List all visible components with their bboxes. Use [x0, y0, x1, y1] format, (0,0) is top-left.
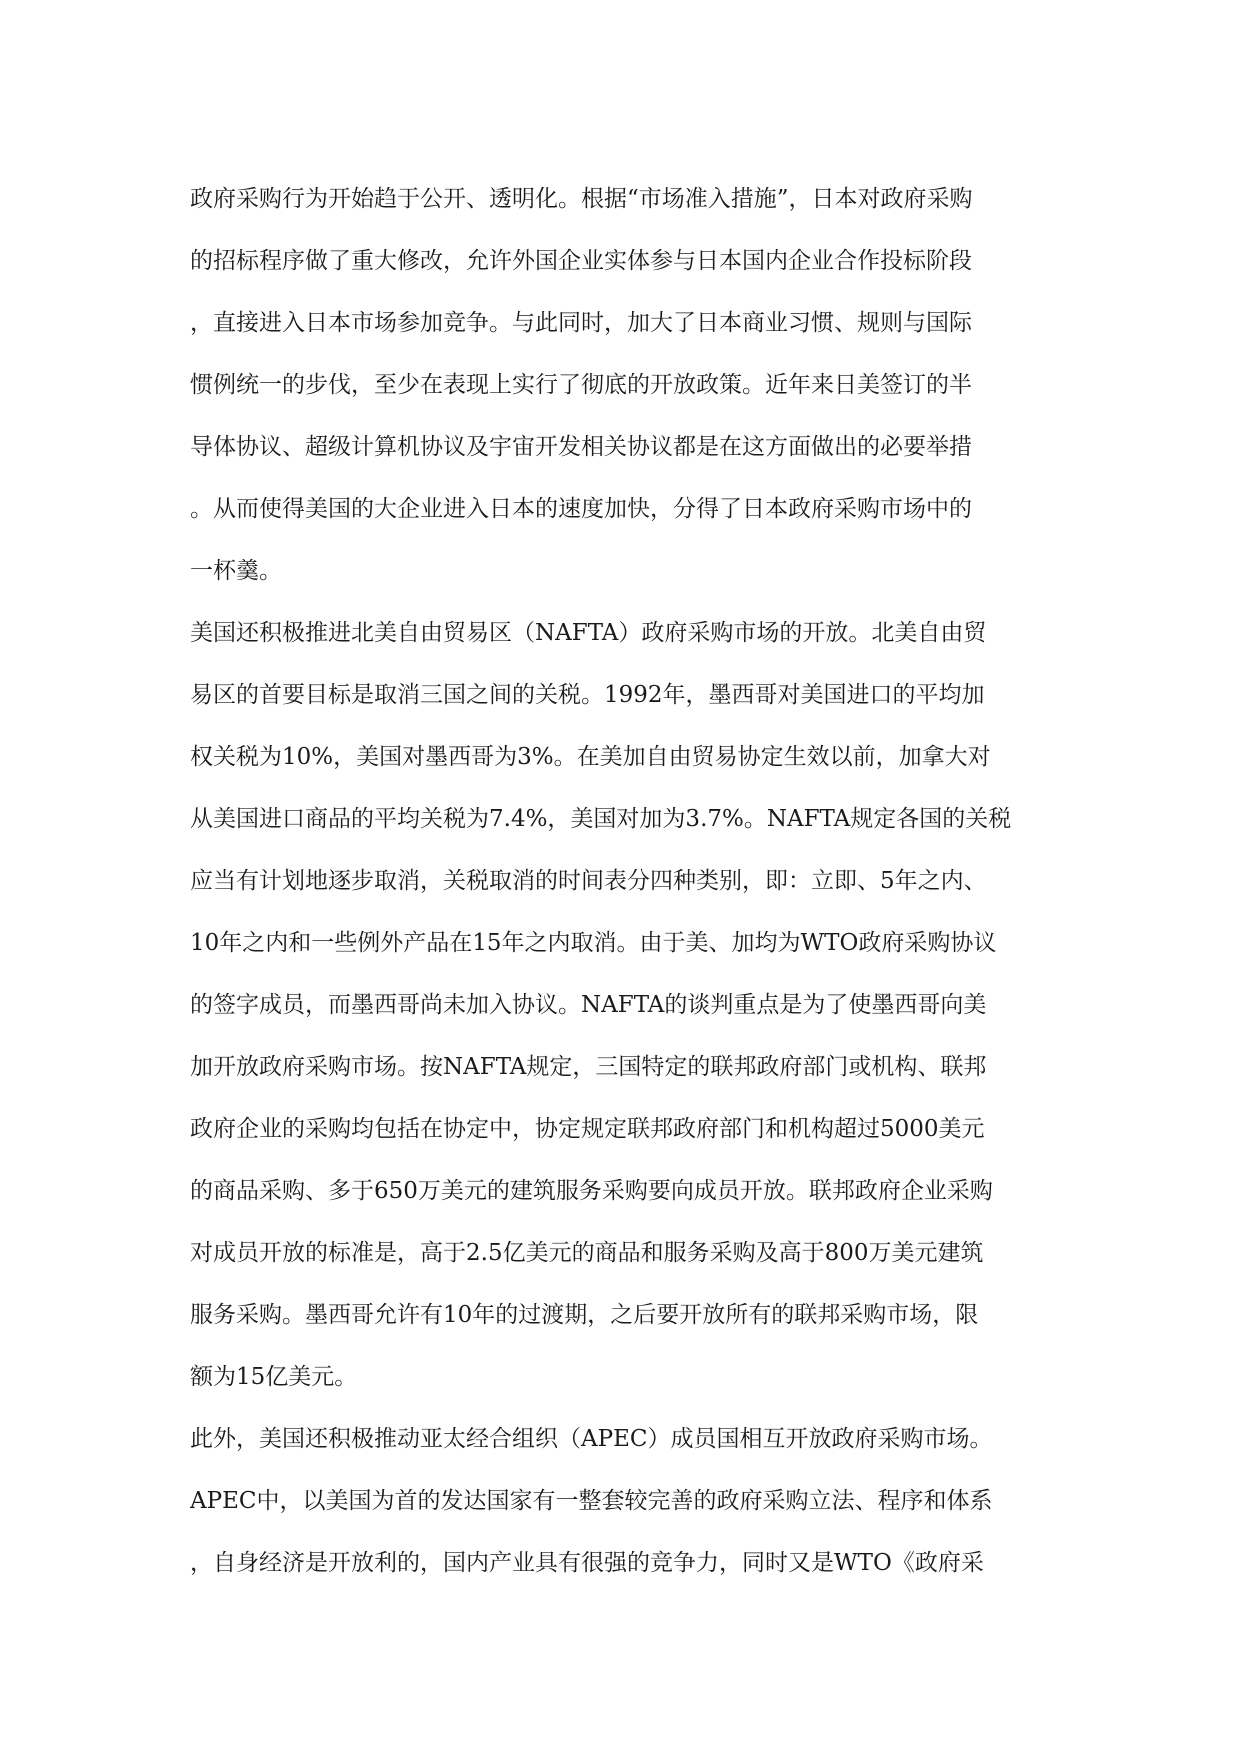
- text-line: 服务采购。墨西哥允许有10年的过渡期，之后要开放所有的联邦采购市场，限: [190, 1302, 979, 1328]
- text-line: 导体协议、超级计算机协议及宇宙开发相关协议都是在这方面做出的必要举措: [190, 434, 972, 460]
- text-line: 的招标程序做了重大修改，允许外国企业实体参与日本国内企业合作投标阶段: [190, 248, 972, 274]
- text-line: APEC中，以美国为首的发达国家有一整套较完善的政府采购立法、程序和体系: [190, 1488, 993, 1514]
- paragraph-japan-procurement: [190, 168, 1070, 602]
- text-line: ，自身经济是开放利的，国内产业具有很强的竞争力，同时又是WTO《政府采: [190, 1550, 984, 1576]
- paragraph-nafta-procurement: [190, 602, 1070, 1408]
- text-line: 。从而使得美国的大企业进入日本的速度加快，分得了日本政府采购市场中的: [190, 496, 972, 522]
- text-line: 从美国进口商品的平均关税为7.4%，美国对加为3.7%。NAFTA规定各国的关税: [190, 806, 1012, 832]
- text-line: 应当有计划地逐步取消，关税取消的时间表分四种类别，即：立即、5年之内、: [190, 868, 987, 894]
- text-line: 的签字成员，而墨西哥尚未加入协议。NAFTA的谈判重点是为了使墨西哥向美: [190, 992, 987, 1018]
- text-line: ，直接进入日本市场参加竞争。与此同时，加大了日本商业习惯、规则与国际: [190, 310, 972, 336]
- text-line: 此外，美国还积极推动亚太经合组织（APEC）成员国相互开放政府采购市场。: [190, 1426, 993, 1452]
- text-line: 政府采购行为开始趋于公开、透明化。根据“市场准入措施”，日本对政府采购: [190, 186, 973, 212]
- text-line: 加开放政府采购市场。按NAFTA规定，三国特定的联邦政府部门或机构、联邦: [190, 1054, 987, 1080]
- text-line: 对成员开放的标准是，高于2.5亿美元的商品和服务采购及高于800万美元建筑: [190, 1240, 984, 1266]
- text-line: 易区的首要目标是取消三国之间的关税。1992年，墨西哥对美国进口的平均加: [190, 682, 985, 708]
- text-line: 惯例统一的步伐，至少在表现上实行了彻底的开放政策。近年来日美签订的半: [190, 372, 972, 398]
- text-line: 权关税为10%，美国对墨西哥为3%。在美加自由贸易协定生效以前，加拿大对: [190, 744, 991, 770]
- text-line: 的商品采购、多于650万美元的建筑服务采购要向成员开放。联邦政府企业采购: [190, 1178, 993, 1204]
- document-body: [190, 168, 1070, 1594]
- text-line: 10年之内和一些例外产品在15年之内取消。由于美、加均为WTO政府采购协议: [190, 930, 997, 956]
- text-line: 一杯羹。: [190, 558, 282, 584]
- text-line: 美国还积极推进北美自由贸易区（NAFTA）政府采购市场的开放。北美自由贸: [190, 620, 987, 646]
- text-line: 额为15亿美元。: [190, 1364, 358, 1390]
- text-line: 政府企业的采购均包括在协定中，协定规定联邦政府部门和机构超过5000美元: [190, 1116, 985, 1142]
- paragraph-apec-procurement: [190, 1408, 1070, 1594]
